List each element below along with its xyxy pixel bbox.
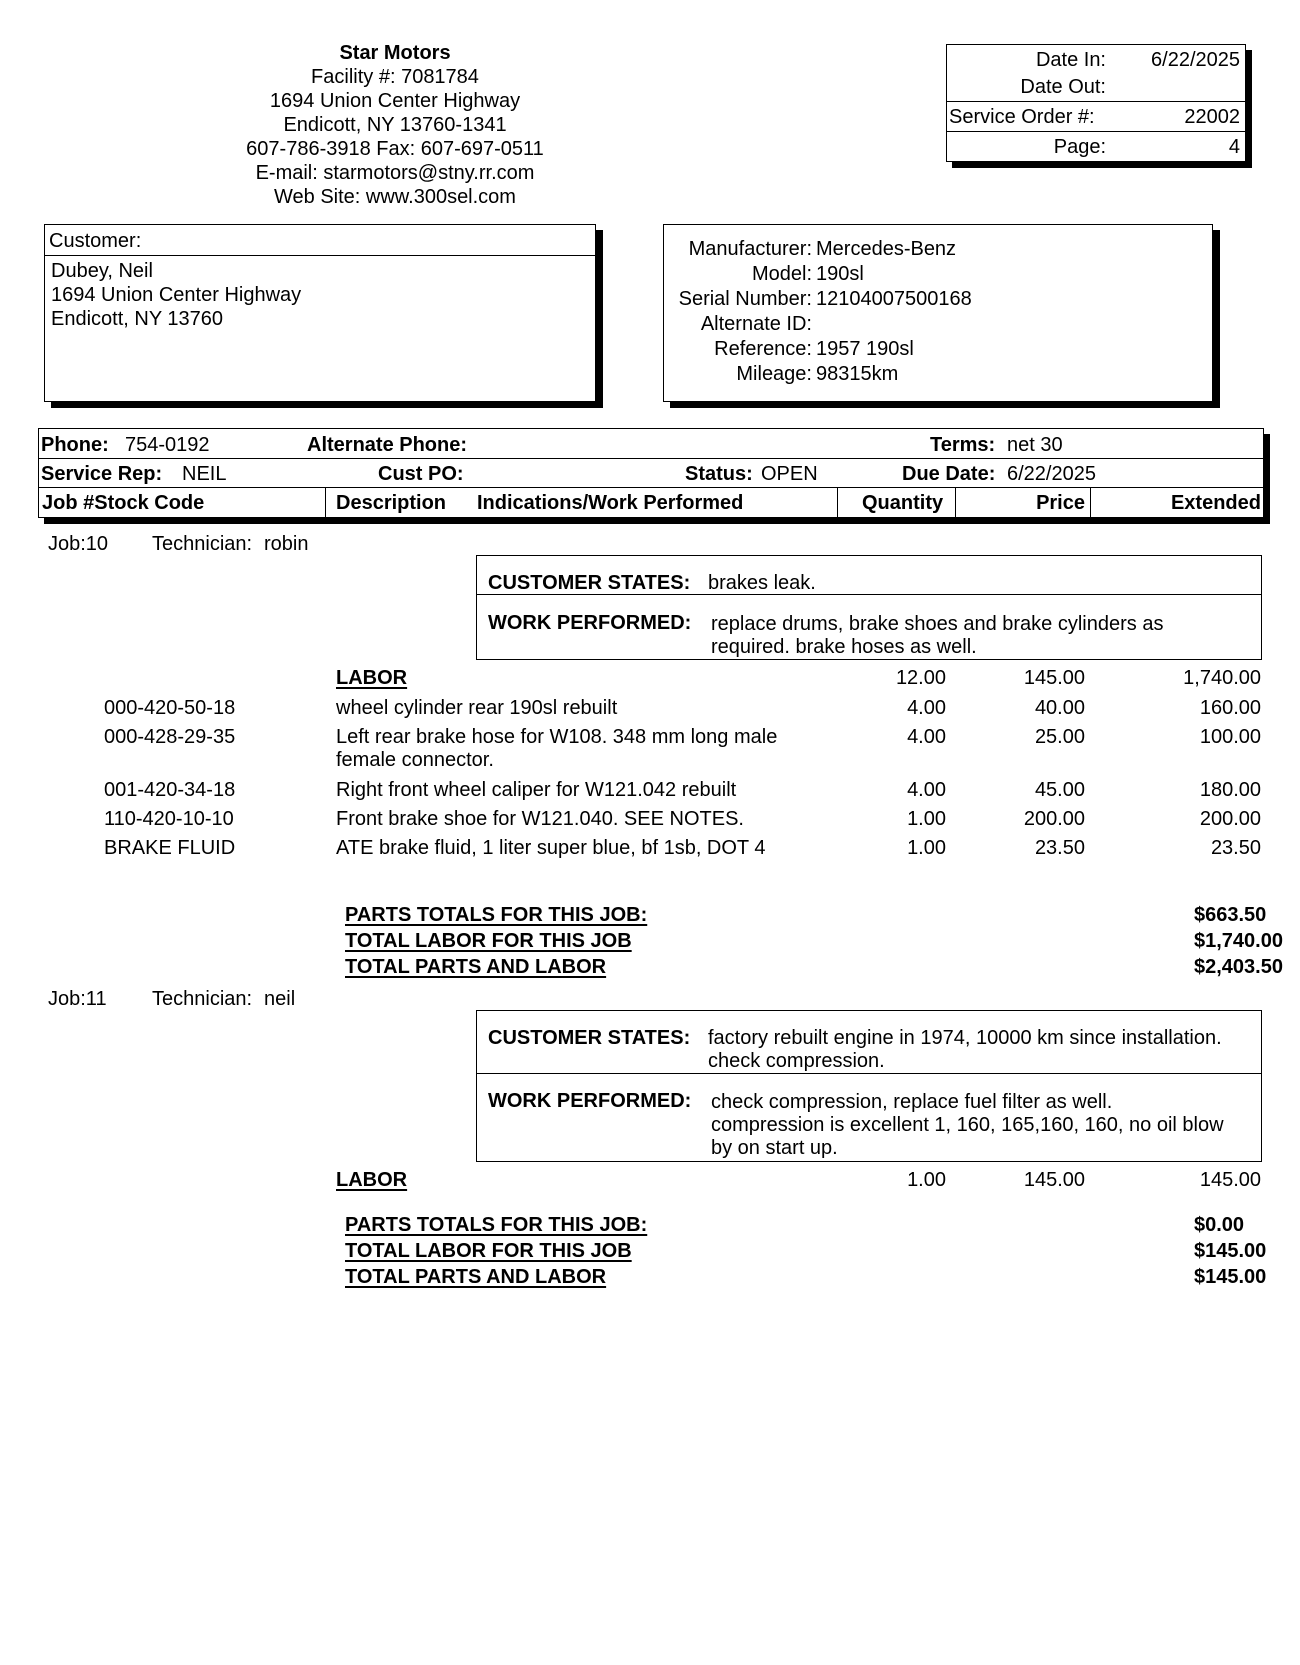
part-code: BRAKE FLUID (104, 837, 236, 859)
part-code: 000-420-50-18 (104, 697, 236, 719)
part-quantity: 4.00 (907, 697, 946, 719)
shop-name: Star Motors (339, 42, 451, 64)
shop-phone-fax: 607-786-3918 Fax: 607-697-0511 (246, 138, 544, 160)
shop-street: 1694 Union Center Highway (269, 90, 521, 112)
job-number: Job:11 (48, 988, 107, 1010)
work-performed-text: check compression, replace fuel filter as well. compression is excellent 1, 160, 165,160, 160, no oil blow by on start up. (711, 1091, 1224, 1159)
col-indications: Indications/Work Performed (477, 492, 744, 514)
customer-label: Customer: (49, 230, 142, 252)
technician-label: Technician: (152, 988, 253, 1010)
model-label: Model: (751, 263, 812, 285)
shop-city: Endicott, NY 13760-1341 (283, 114, 507, 136)
service-order-label: Service Order #: (949, 106, 1095, 128)
labor-total-label: TOTAL LABOR FOR THIS JOB (345, 930, 632, 952)
part-code: 110-420-10-10 (104, 808, 234, 830)
reference-label: Reference: (714, 338, 812, 360)
labor-price: 145.00 (1023, 667, 1085, 689)
part-description: Left rear brake hose for W108. 348 mm long male female connector. (336, 726, 778, 771)
part-description: Right front wheel caliper for W121.042 rebuilt (336, 779, 737, 801)
parts-total-value: $663.50 (1194, 904, 1267, 926)
parts-total-label: PARTS TOTALS FOR THIS JOB: (345, 904, 648, 926)
shop-facility: Facility #: 7081784 (311, 66, 479, 88)
service-rep-label: Service Rep: (41, 463, 163, 485)
technician-label: Technician: (152, 533, 253, 555)
grand-total-label: TOTAL PARTS AND LABOR (345, 1266, 607, 1288)
due-date-value: 6/22/2025 (1007, 463, 1096, 485)
part-price: 40.00 (1034, 697, 1085, 719)
page-label: Page: (1053, 136, 1106, 158)
part-price: 200.00 (1023, 808, 1085, 830)
labor-extended: 145.00 (1199, 1169, 1261, 1191)
part-extended: 200.00 (1199, 808, 1261, 830)
job-number: Job:10 (48, 533, 109, 555)
manufacturer-value: Mercedes-Benz (816, 238, 957, 260)
part-quantity: 1.00 (907, 808, 946, 830)
col-extended: Extended (1170, 492, 1261, 514)
due-date-label: Due Date: (902, 463, 996, 485)
customer-states-label: CUSTOMER STATES: (488, 572, 691, 594)
service-order-value: 22002 (1184, 106, 1240, 128)
grand-total-value: $145.00 (1194, 1266, 1267, 1288)
labor-label: LABOR (336, 1169, 408, 1191)
grand-total-value: $2,403.50 (1194, 956, 1283, 978)
alternate-phone-label: Alternate Phone: (307, 434, 468, 456)
work-performed-label: WORK PERFORMED: (488, 1090, 692, 1112)
work-performed-text: replace drums, brake shoes and brake cylinders as required. brake hoses as well. (711, 613, 1164, 658)
col-quantity: Quantity (862, 492, 944, 514)
customer-states-text: factory rebuilt engine in 1974, 10000 km since installation. check compression. (708, 1027, 1222, 1072)
mileage-value: 98315km (816, 363, 899, 385)
reference-value: 1957 190sl (816, 338, 914, 360)
status-label: Status: (685, 463, 753, 485)
part-price: 23.50 (1034, 837, 1085, 859)
customer-states-text: brakes leak. (708, 572, 816, 594)
date-in-label: Date In: (1035, 49, 1106, 71)
serial-label: Serial Number: (678, 288, 812, 310)
terms-value: net 30 (1007, 434, 1063, 456)
manufacturer-label: Manufacturer: (688, 238, 812, 260)
cust-po-label: Cust PO: (378, 463, 464, 485)
labor-total-label: TOTAL LABOR FOR THIS JOB (345, 1240, 632, 1262)
customer-name: Dubey, Neil (51, 260, 153, 282)
grand-total-label: TOTAL PARTS AND LABOR (345, 956, 607, 978)
customer-states-label: CUSTOMER STATES: (488, 1027, 691, 1049)
alternate-id-label: Alternate ID: (700, 313, 812, 335)
labor-label: LABOR (336, 667, 408, 689)
part-description: ATE brake fluid, 1 liter super blue, bf 1sb, DOT 4 (336, 837, 766, 859)
part-extended: 160.00 (1199, 697, 1261, 719)
part-extended: 23.50 (1210, 837, 1261, 859)
part-quantity: 1.00 (907, 837, 946, 859)
date-in-value: 6/22/2025 (1151, 49, 1240, 71)
technician-name: neil (264, 988, 296, 1010)
part-price: 45.00 (1034, 779, 1085, 801)
date-out-label: Date Out: (1020, 76, 1106, 98)
customer-street: 1694 Union Center Highway (51, 284, 302, 306)
labor-total-value: $145.00 (1194, 1240, 1267, 1262)
part-code: 001-420-34-18 (104, 779, 236, 801)
labor-total-value: $1,740.00 (1194, 930, 1283, 952)
labor-quantity: 1.00 (907, 1169, 946, 1191)
part-quantity: 4.00 (907, 726, 946, 748)
labor-extended: 1,740.00 (1183, 667, 1261, 689)
col-job-stock: Job #Stock Code (42, 492, 205, 514)
labor-price: 145.00 (1023, 1169, 1085, 1191)
shop-email: E-mail: starmotors@stny.rr.com (255, 162, 535, 184)
part-code: 000-428-29-35 (104, 726, 236, 748)
parts-total-label: PARTS TOTALS FOR THIS JOB: (345, 1214, 648, 1236)
terms-label: Terms: (930, 434, 996, 456)
col-price: Price (1036, 492, 1085, 514)
part-price: 25.00 (1034, 726, 1085, 748)
page-value: 4 (1228, 136, 1240, 158)
phone-label: Phone: (41, 434, 109, 456)
col-description: Description (336, 492, 447, 514)
part-extended: 100.00 (1199, 726, 1261, 748)
part-description: Front brake shoe for W121.040. SEE NOTES. (336, 808, 744, 830)
parts-total-value: $0.00 (1194, 1214, 1245, 1236)
mileage-label: Mileage: (736, 363, 812, 385)
labor-quantity: 12.00 (895, 667, 946, 689)
technician-name: robin (264, 533, 309, 555)
part-extended: 180.00 (1199, 779, 1261, 801)
phone-value: 754-0192 (125, 434, 210, 456)
serial-value: 12104007500168 (816, 288, 972, 310)
work-performed-label: WORK PERFORMED: (488, 612, 692, 634)
part-description: wheel cylinder rear 190sl rebuilt (336, 697, 618, 719)
service-rep-value: NEIL (182, 463, 227, 485)
part-quantity: 4.00 (907, 779, 946, 801)
model-value: 190sl (816, 263, 864, 285)
shop-website: Web Site: www.300sel.com (274, 186, 516, 208)
customer-city: Endicott, NY 13760 (51, 308, 223, 330)
status-value: OPEN (761, 463, 818, 485)
